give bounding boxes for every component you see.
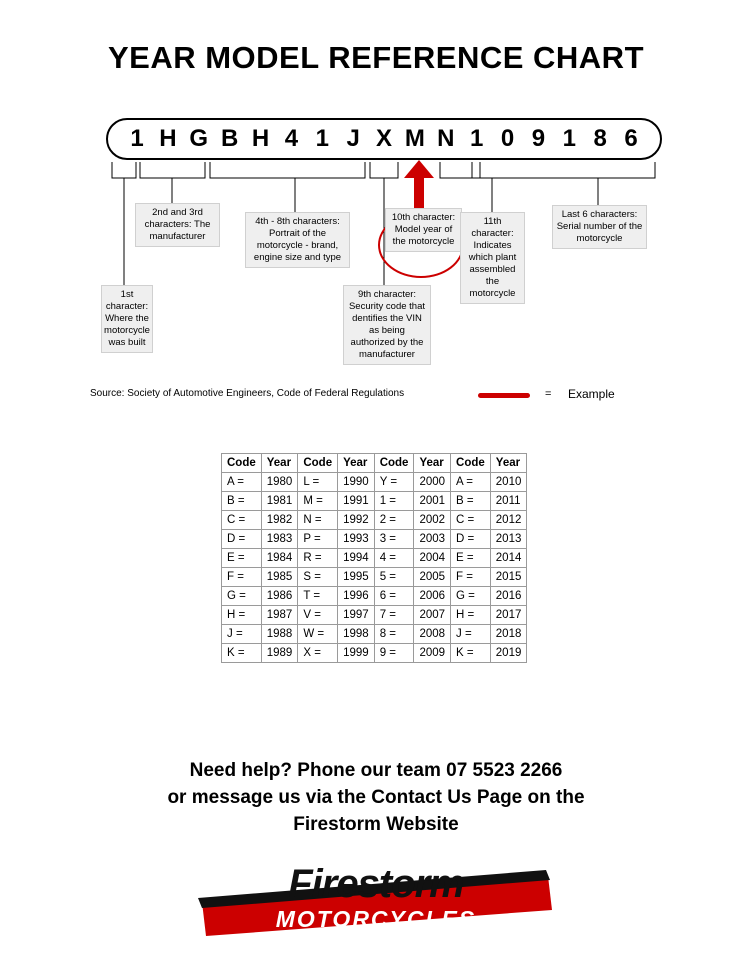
table-row	[222, 568, 527, 587]
cell-year: 1990	[338, 473, 375, 492]
note-second-third-characters: 2nd and 3rd characters: The manufacturer	[135, 203, 220, 247]
cell-year: 1993	[338, 530, 375, 549]
cell-code: H =	[222, 606, 262, 625]
cell-year: 1998	[338, 625, 375, 644]
cell-code: M =	[298, 492, 338, 511]
note-fourth-eighth-characters: 4th - 8th characters: Portrait of the motorcycle - brand, engine size and type	[245, 212, 350, 268]
cell-code: R =	[298, 549, 338, 568]
cell-code: G =	[451, 587, 491, 606]
vin-character: 4	[284, 125, 299, 152]
cell-year: 1999	[338, 644, 375, 663]
column-header: Code	[298, 454, 338, 473]
cell-year: 2002	[414, 511, 451, 530]
table-row	[222, 530, 527, 549]
column-header: Code	[451, 454, 491, 473]
table-row	[222, 606, 527, 625]
cell-year: 1982	[261, 511, 298, 530]
vin-character: 0	[500, 125, 515, 152]
vin-character: H	[159, 125, 177, 152]
cell-code: F =	[451, 568, 491, 587]
table-row	[222, 549, 527, 568]
cell-year: 2004	[414, 549, 451, 568]
cell-code: N =	[298, 511, 338, 530]
cell-code: 6 =	[374, 587, 414, 606]
cell-year: 2009	[414, 644, 451, 663]
cell-code: A =	[222, 473, 262, 492]
logo-subtitle: MOTORCYCLES	[275, 906, 477, 932]
help-line-3: Firestorm Website	[293, 814, 459, 835]
vin-character: 8	[593, 125, 607, 152]
cell-code: P =	[298, 530, 338, 549]
cell-code: E =	[451, 549, 491, 568]
vin-character: X	[375, 125, 392, 152]
cell-year: 2007	[414, 606, 451, 625]
cell-code: 2 =	[374, 511, 414, 530]
cell-year: 1981	[261, 492, 298, 511]
cell-code: C =	[451, 511, 491, 530]
cell-year: 2015	[490, 568, 527, 587]
cell-code: G =	[222, 587, 262, 606]
cell-code: C =	[222, 511, 262, 530]
cell-year: 2011	[490, 492, 527, 511]
vin-character: 9	[531, 125, 546, 152]
vin-character: 1	[130, 125, 144, 152]
cell-year: 2012	[490, 511, 527, 530]
vin-character: G	[189, 125, 209, 152]
legend-label: Example	[568, 387, 615, 401]
cell-year: 1997	[338, 606, 375, 625]
cell-code: X =	[298, 644, 338, 663]
cell-year: 2016	[490, 587, 527, 606]
cell-year: 1996	[338, 587, 375, 606]
cell-code: B =	[451, 492, 491, 511]
vin-character: M	[404, 125, 425, 152]
cell-code: E =	[222, 549, 262, 568]
column-header: Code	[222, 454, 262, 473]
cell-code: 9 =	[374, 644, 414, 663]
help-text	[0, 757, 752, 838]
cell-year: 1985	[261, 568, 298, 587]
help-line-1: Need help? Phone our team 07 5523 2266	[189, 760, 563, 781]
cell-code: K =	[222, 644, 262, 663]
cell-code: F =	[222, 568, 262, 587]
note-eleventh-character: 11th character: Indicates which plant assembled the motorcycle	[460, 212, 525, 304]
cell-year: 1984	[261, 549, 298, 568]
logo-brand-name: Firestorm	[288, 862, 464, 906]
help-line-2: or message us via the Contact Us Page on the	[167, 787, 585, 808]
red-arrow-icon	[404, 160, 434, 212]
cell-code: W =	[298, 625, 338, 644]
page-title: YEAR MODEL REFERENCE CHART	[107, 40, 645, 75]
vin-character: J	[346, 125, 360, 152]
year-code-table	[221, 453, 527, 663]
firestorm-logo	[196, 862, 556, 940]
column-header: Year	[414, 454, 451, 473]
vin-character: 6	[624, 125, 638, 152]
table-row	[222, 492, 527, 511]
table-row	[222, 473, 527, 492]
cell-code: S =	[298, 568, 338, 587]
cell-code: V =	[298, 606, 338, 625]
vin-number-box	[106, 118, 662, 160]
source-note: Source: Society of Automotive Engineers, Code of Federal Regulations	[90, 388, 405, 399]
legend-equals-sign: =	[545, 388, 552, 400]
cell-year: 2019	[490, 644, 527, 663]
cell-year: 1992	[338, 511, 375, 530]
vin-character: 1	[315, 125, 329, 152]
cell-year: 1995	[338, 568, 375, 587]
table-row	[222, 644, 527, 663]
cell-code: A =	[451, 473, 491, 492]
cell-code: 7 =	[374, 606, 414, 625]
cell-year: 2014	[490, 549, 527, 568]
cell-code: J =	[222, 625, 262, 644]
cell-year: 2018	[490, 625, 527, 644]
vin-character: B	[220, 125, 239, 152]
note-first-character: 1st character: Where the motorcycle was built	[101, 285, 153, 353]
cell-code: K =	[451, 644, 491, 663]
cell-year: 1983	[261, 530, 298, 549]
cell-year: 2005	[414, 568, 451, 587]
vin-character: 1	[562, 125, 576, 152]
cell-year: 2008	[414, 625, 451, 644]
column-header: Year	[261, 454, 298, 473]
cell-code: D =	[222, 530, 262, 549]
column-header: Year	[490, 454, 527, 473]
cell-year: 2006	[414, 587, 451, 606]
cell-year: 1989	[261, 644, 298, 663]
cell-year: 1987	[261, 606, 298, 625]
cell-code: 4 =	[374, 549, 414, 568]
note-ninth-character: 9th character: Security code that dentifies the VIN as being authorized by the manufacturer	[343, 285, 431, 365]
cell-year: 1986	[261, 587, 298, 606]
legend-color-swatch	[478, 393, 530, 398]
cell-year: 2010	[490, 473, 527, 492]
cell-code: J =	[451, 625, 491, 644]
cell-code: 5 =	[374, 568, 414, 587]
cell-code: 3 =	[374, 530, 414, 549]
cell-code: 1 =	[374, 492, 414, 511]
table-row	[222, 511, 527, 530]
vin-character: 1	[469, 125, 484, 152]
cell-year: 1991	[338, 492, 375, 511]
cell-year: 2013	[490, 530, 527, 549]
table-row	[222, 587, 527, 606]
vin-character: N	[437, 125, 455, 152]
cell-code: Y =	[374, 473, 414, 492]
cell-code: 8 =	[374, 625, 414, 644]
cell-year: 2017	[490, 606, 527, 625]
cell-year: 1994	[338, 549, 375, 568]
cell-code: L =	[298, 473, 338, 492]
cell-code: T =	[298, 587, 338, 606]
vin-character: H	[251, 125, 270, 152]
column-header: Year	[338, 454, 375, 473]
cell-code: B =	[222, 492, 262, 511]
cell-code: H =	[451, 606, 491, 625]
table-row	[222, 625, 527, 644]
cell-year: 2001	[414, 492, 451, 511]
cell-year: 2003	[414, 530, 451, 549]
note-last-six-characters: Last 6 characters: Serial number of the motorcycle	[552, 205, 647, 249]
table-header-row	[222, 454, 527, 473]
cell-year: 1980	[261, 473, 298, 492]
cell-year: 1988	[261, 625, 298, 644]
note-tenth-character: 10th character: Model year of the motorcycle	[385, 208, 462, 252]
cell-code: D =	[451, 530, 491, 549]
column-header: Code	[374, 454, 414, 473]
cell-year: 2000	[414, 473, 451, 492]
